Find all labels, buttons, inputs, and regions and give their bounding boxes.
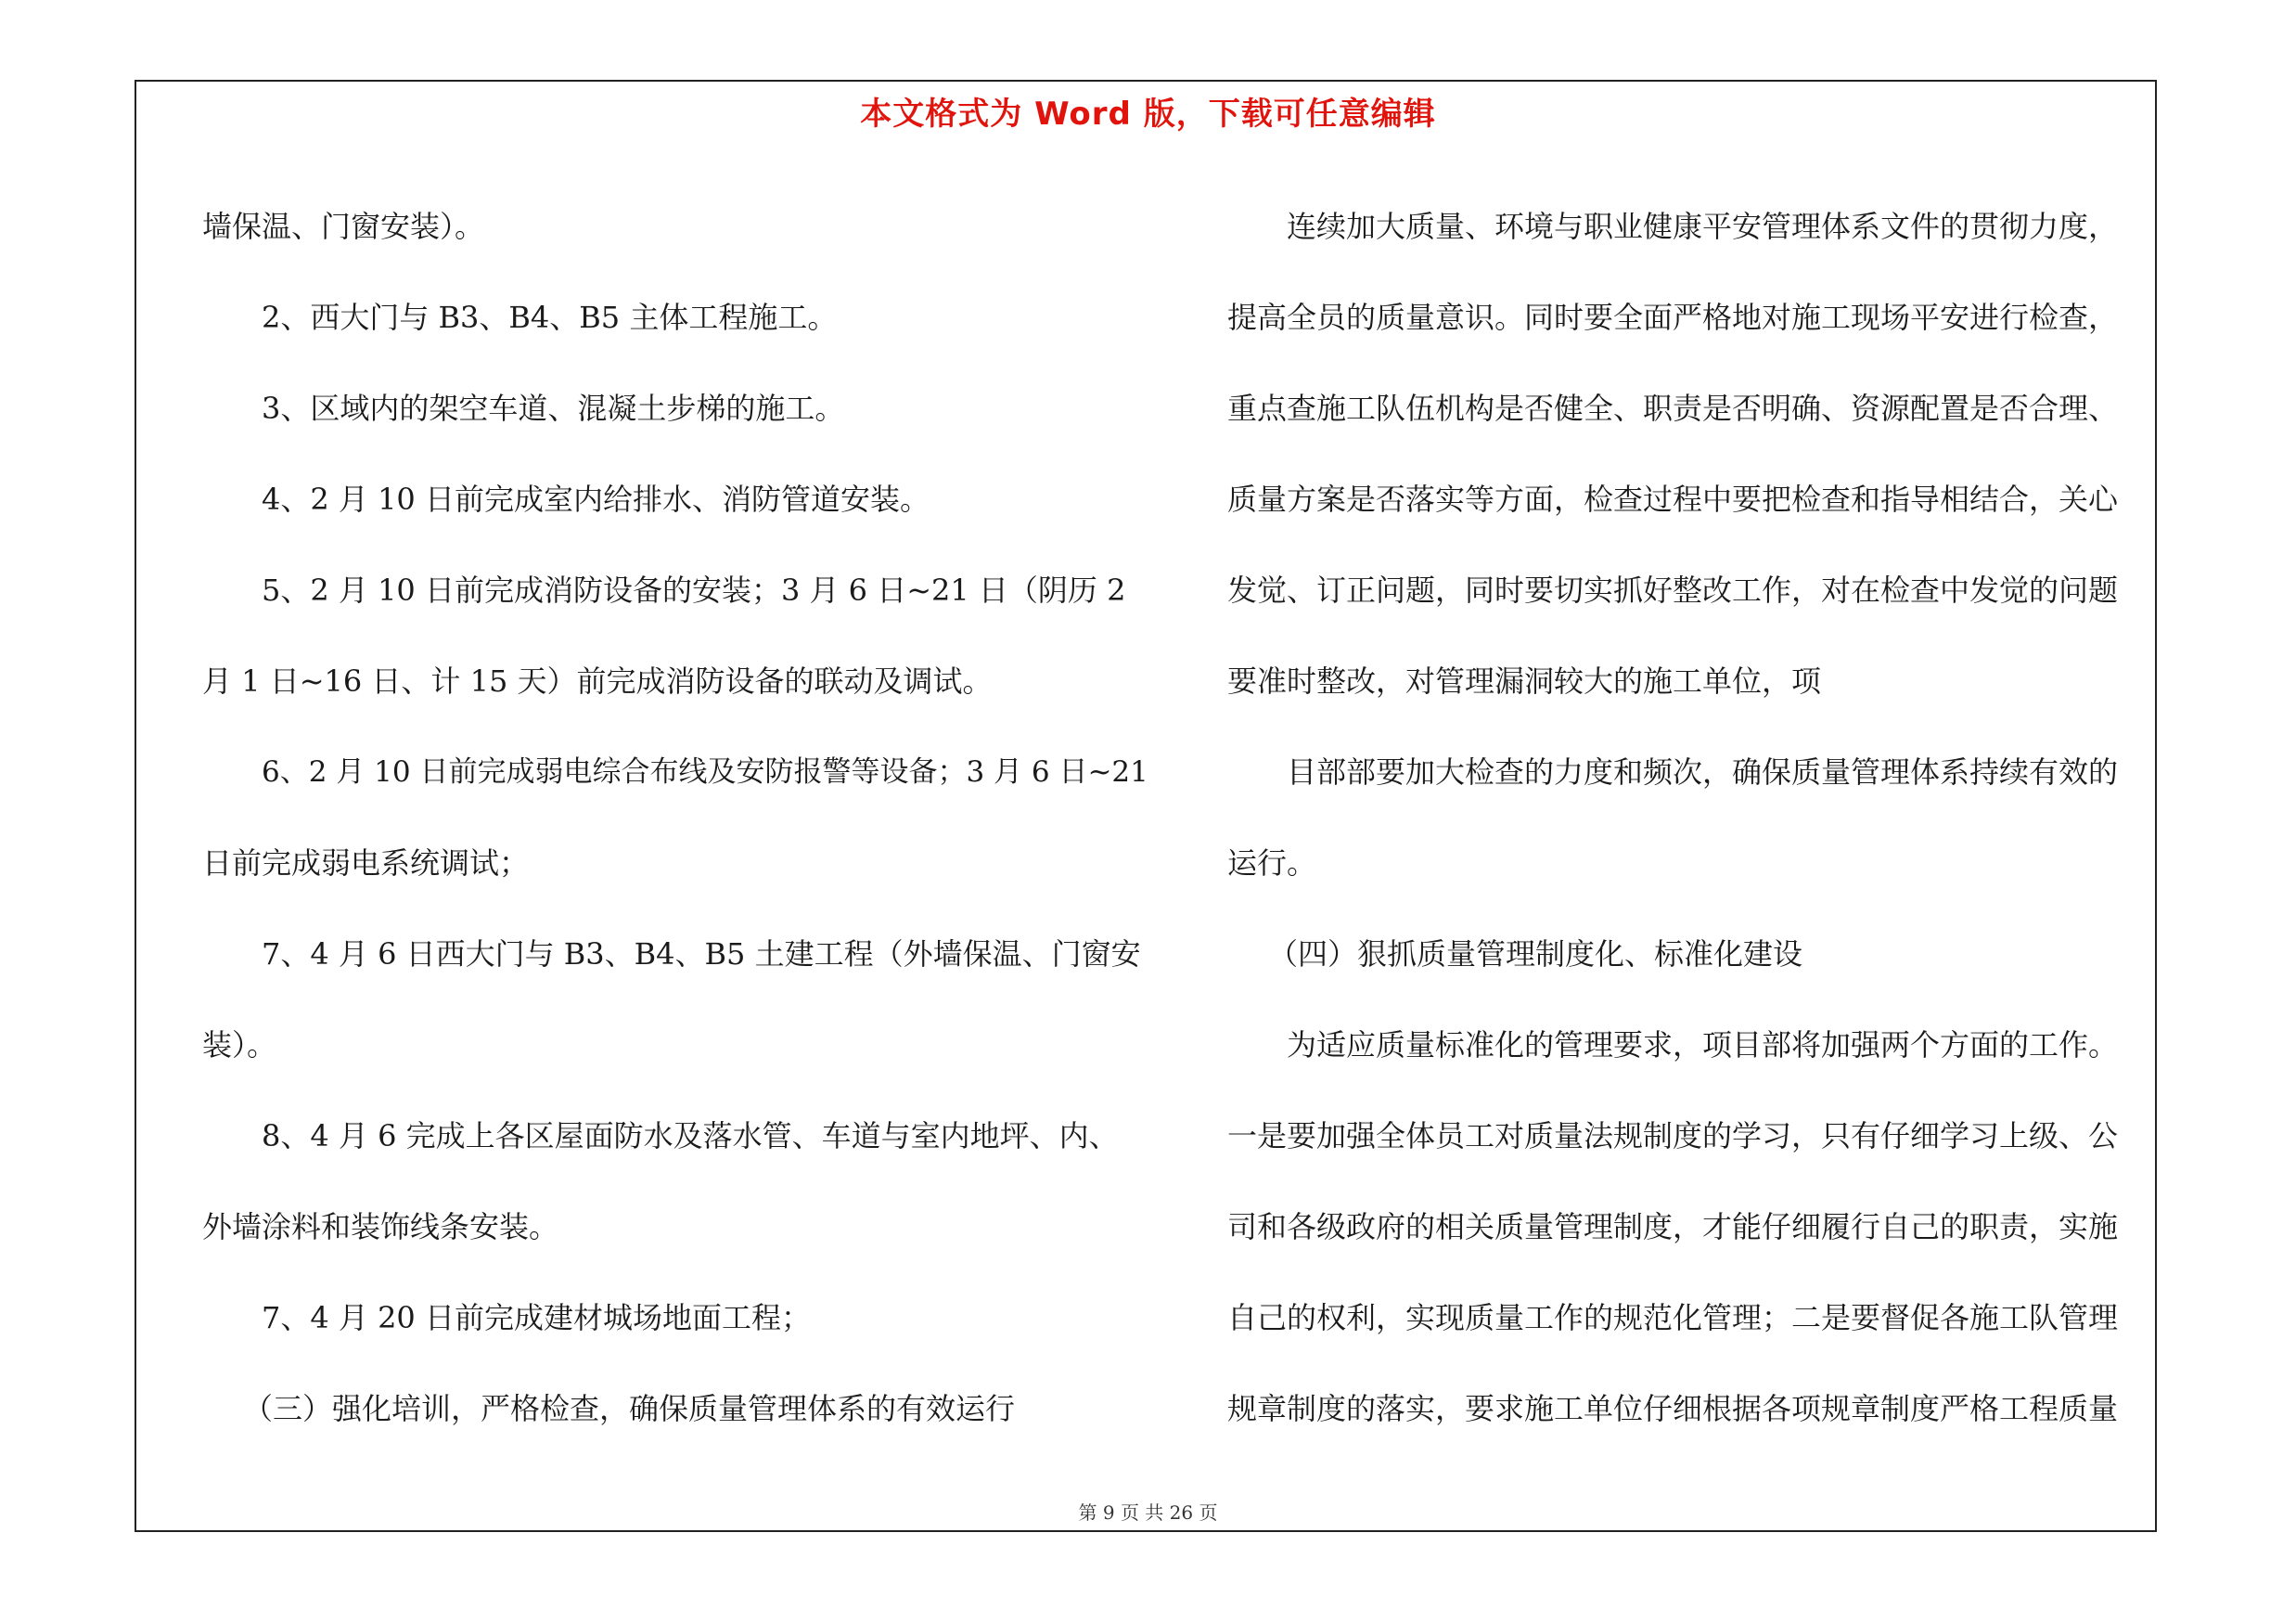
text-line: 8、4 月 6 完成上各区屋面防水及落水管、车道与室内地坪、内、: [262, 1118, 1119, 1153]
text-line: 墙保温、门窗安装）。: [202, 209, 485, 244]
text-line: 月 1 日~16 日、计 15 天）前完成消防设备的联动及调试。: [202, 663, 993, 699]
left-column: [202, 181, 1167, 1454]
section-heading: （三）强化培训，严格检查，确保质量管理体系的有效运行: [243, 1391, 1016, 1426]
text-line: 一是要加强全体员工对质量法规制度的学习，只有仔细学习上级、公: [1227, 1118, 2119, 1153]
text-line: 为适应质量标准化的管理要求，项目部将加强两个方面的工作。: [1287, 1027, 2119, 1063]
text-line: 发觉、订正问题，同时要切实抓好整改工作，对在检查中发觉的问题: [1227, 573, 2119, 608]
text-line: 自己的权利，实现质量工作的规范化管理；二是要督促各施工队管理: [1227, 1300, 2119, 1335]
text-line: 4、2 月 10 日前完成室内给排水、消防管道安装。: [262, 482, 930, 517]
text-line: 7、4 月 20 日前完成建材城场地面工程；: [262, 1300, 811, 1335]
text-line: 2、西大门与 B3、B4、B5 主体工程施工。: [262, 300, 838, 335]
text-line: 6、2 月 10 日前完成弱电综合布线及安防报警等设备；3 月 6 日~21: [262, 755, 1148, 789]
text-line: 重点查施工队伍机构是否健全、职责是否明确、资源配置是否合理、: [1227, 391, 2119, 426]
text-line: 5、2 月 10 日前完成消防设备的安装；3 月 6 日~21 日（阴历 2: [262, 573, 1126, 608]
text-line: 连续加大质量、环境与职业健康平安管理体系文件的贯彻力度，: [1287, 209, 2119, 244]
text-line: 规章制度的落实，要求施工单位仔细根据各项规章制度严格工程质量: [1227, 1391, 2119, 1426]
page-number: 第 9 页 共 26 页: [1078, 1501, 1218, 1524]
text-line: 要准时整改，对管理漏洞较大的施工单位，项: [1227, 663, 1822, 699]
text-line: 质量方案是否落实等方面，检查过程中要把检查和指导相结合，关心: [1227, 482, 2119, 517]
text-line: 目部部要加大检查的力度和频次，确保质量管理体系持续有效的: [1287, 754, 2119, 790]
text-line: 3、区域内的架空车道、混凝土步梯的施工。: [262, 391, 845, 426]
text-line: 装）。: [202, 1027, 277, 1063]
right-column: [1227, 181, 2174, 1454]
text-line: 司和各级政府的相关质量管理制度，才能仔细履行自己的职责，实施: [1227, 1209, 2119, 1244]
text-line: 运行。: [1227, 845, 1317, 881]
word-format-banner: 本文格式为 Word 版，下载可任意编辑: [860, 96, 1436, 133]
text-line: 日前完成弱电系统调试；: [202, 845, 530, 881]
text-line: 7、4 月 6 日西大门与 B3、B4、B5 土建工程（外墙保温、门窗安: [262, 936, 1141, 972]
section-heading: （四）狠抓质量管理制度化、标准化建设: [1268, 936, 1803, 972]
text-line: 提高全员的质量意识。同时要全面严格地对施工现场平安进行检查，: [1227, 300, 2119, 335]
text-line: 外墙涂料和装饰线条安装。: [202, 1209, 559, 1244]
